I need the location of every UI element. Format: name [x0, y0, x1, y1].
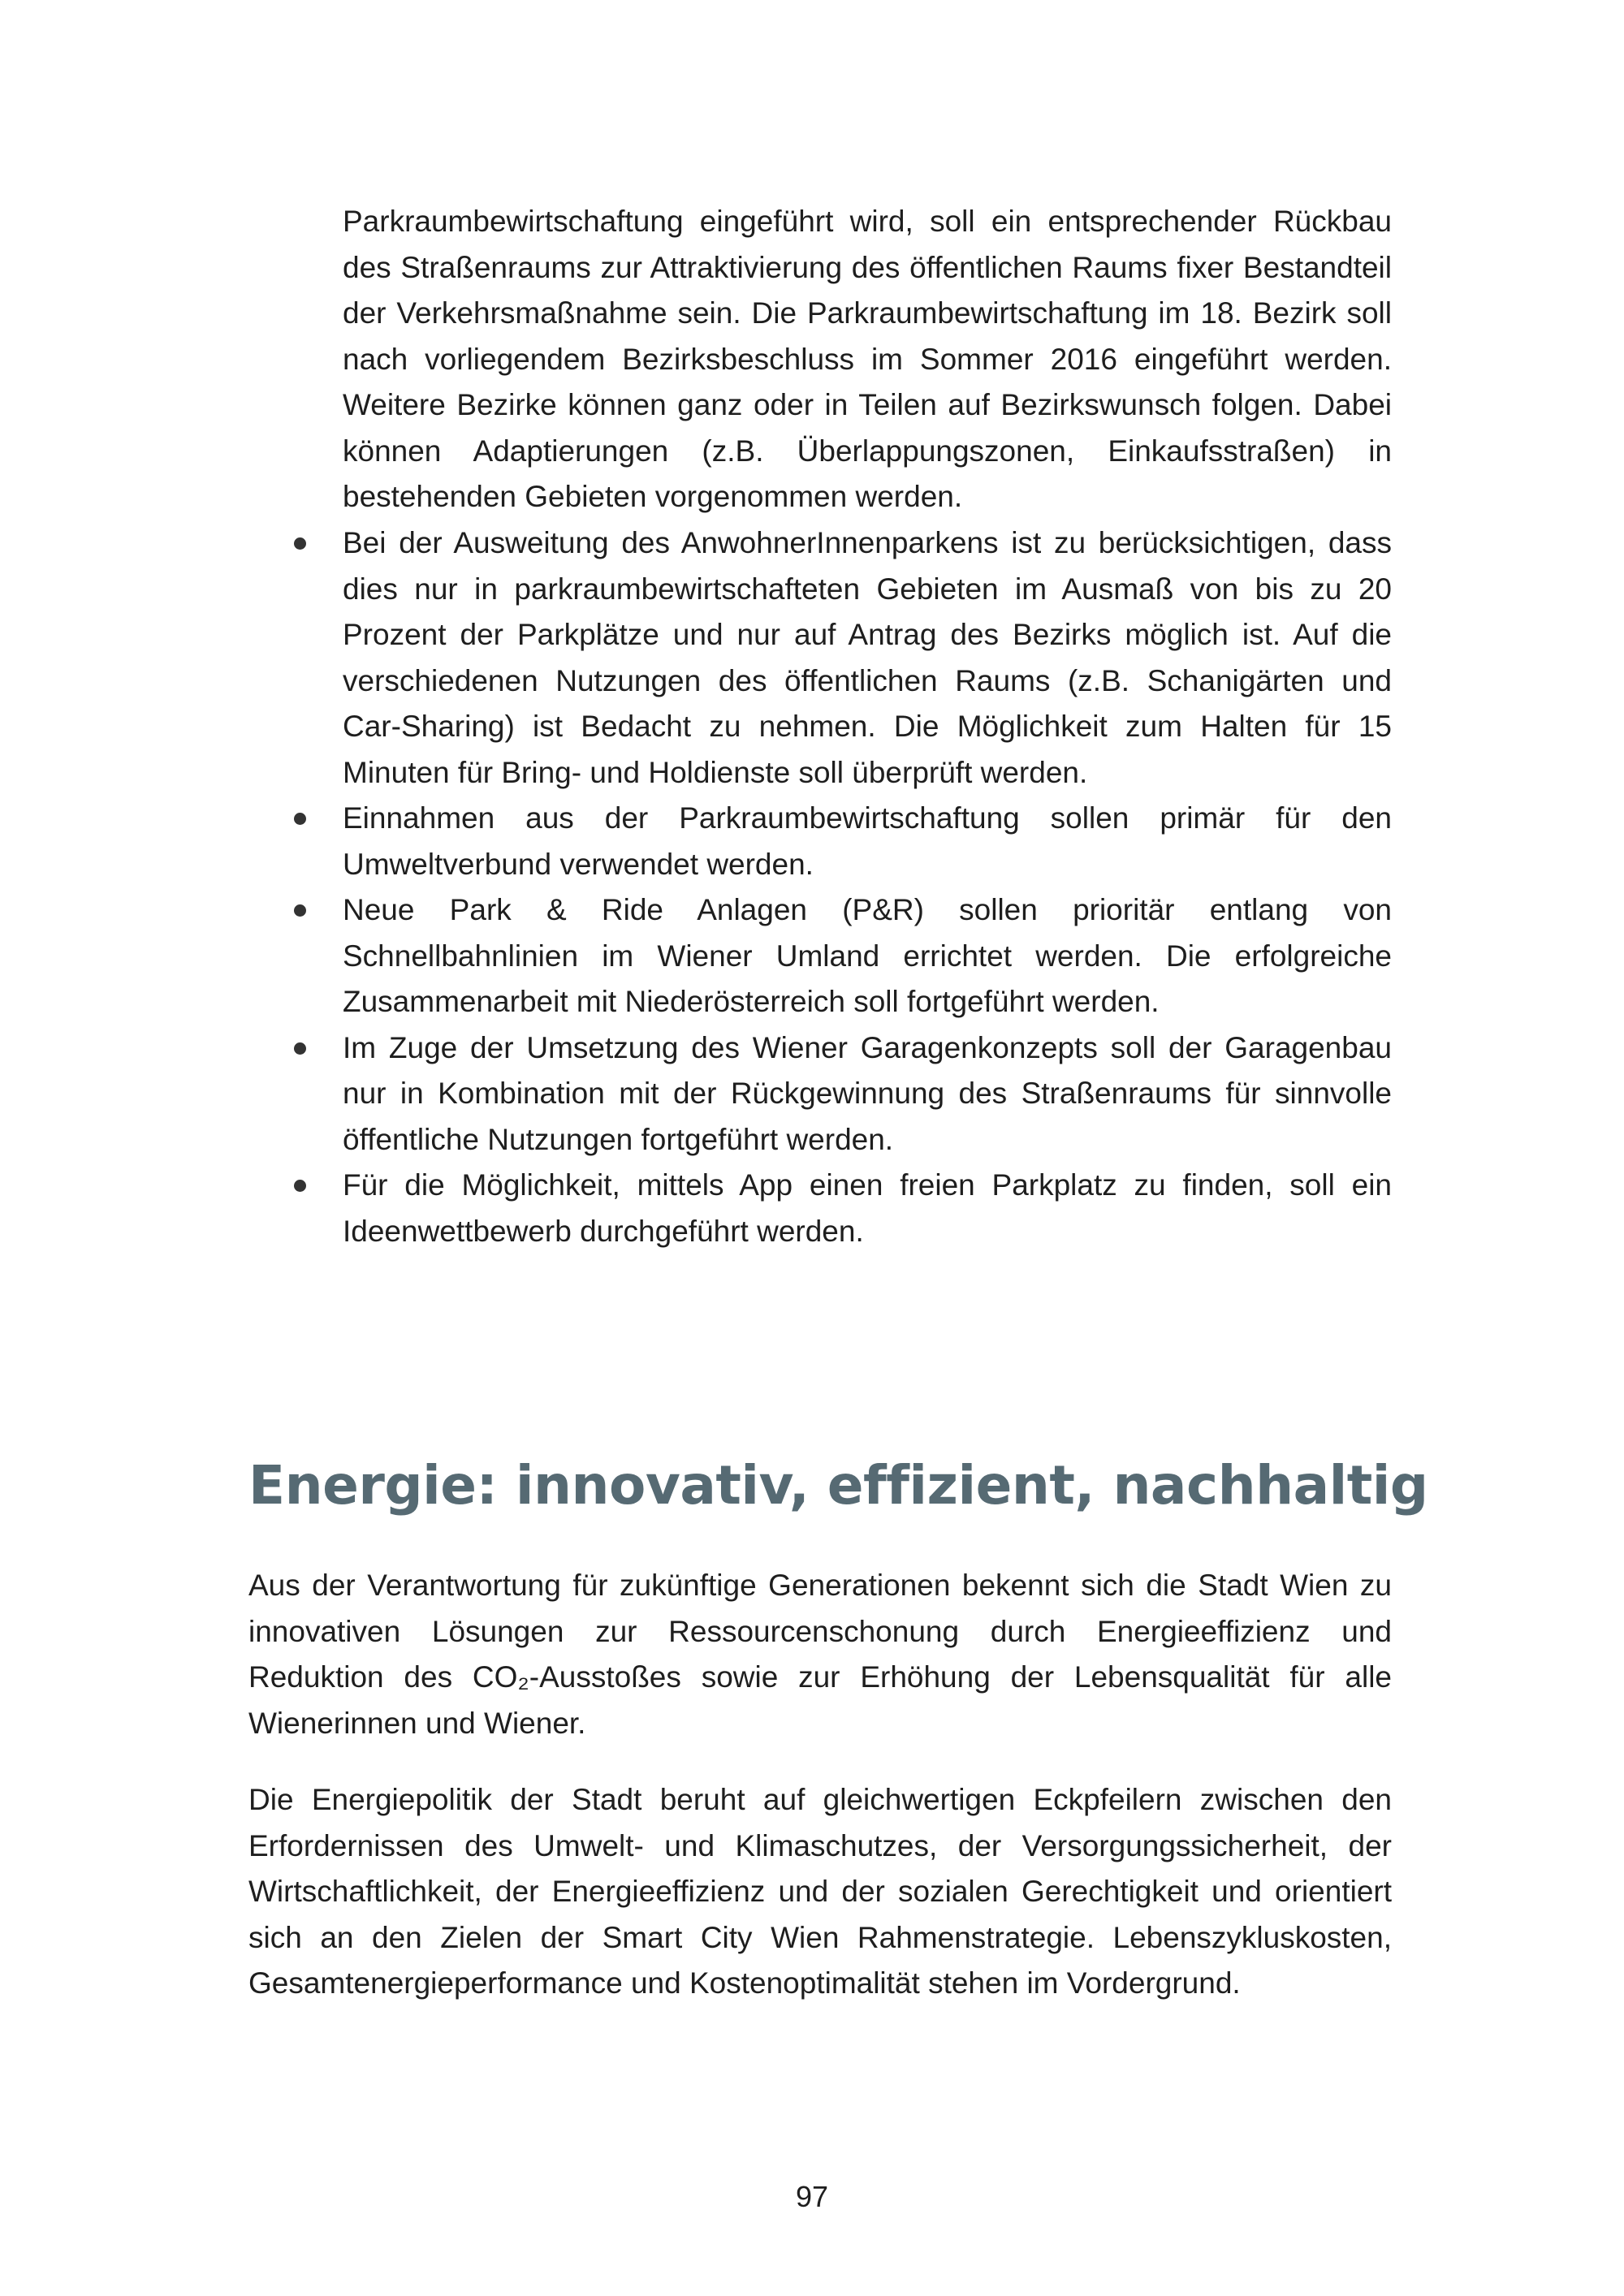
bullet-item-anwohnerparken — [0, 520, 1624, 796]
bullet-dot-icon — [294, 813, 306, 825]
bullet-dot-icon — [294, 537, 306, 550]
bullet-dot-icon — [294, 904, 306, 917]
bullet-item-parkplatz-app — [0, 1163, 1624, 1254]
bullet-item-garagenkonzept — [0, 1025, 1624, 1163]
bullet-item-park-and-ride — [0, 887, 1624, 1025]
bullet-text: Neue Park & Ride Anlagen (P&R) sollen prioritär entlang von Schnellbahnlinien im Wiener Umland errichtet werden. Die erfolgreiche Zusammenarbeit mit Niederösterreich soll fortgeführt werden. — [343, 893, 1392, 1018]
continuation-paragraph: Parkraumbewirtschaftung eingeführt wird, soll ein entsprechender Rückbau des Straßenraums zur Attraktivierung des öffentlichen Raums fixer Bestandteil der Verkehrsmaßnahme sein. Die Parkraumbewirtschaftung im 18. Bezirk soll nach vorliegendem Bezirksbeschluss im Sommer 2016 eingeführt werden. Weitere Bezirke können ganz oder in Teilen auf Bezirkswunsch folgen. Dabei können Adaptierungen (z.B. Überlappungszonen, Einkaufsstraßen) in bestehenden Gebieten vorgenommen werden. — [343, 205, 1392, 513]
bullet-text: Bei der Ausweitung des AnwohnerInnenparkens ist zu berücksichtigen, dass dies nur in parkraumbewirtschafteten Gebieten im Ausmaß von bis zu 20 Prozent der Parkplätze und nur auf Antrag des Bezirks möglich ist. Auf die verschiedenen Nutzungen des öffentlichen Raums (z.B. Schanigärten und Car-Sharing) ist Bedacht zu nehmen. Die Möglichkeit zum Halten für 15 Minuten für Bring- und Holdienste soll überprüft werden. — [343, 526, 1392, 789]
bullet-dot-icon — [294, 1180, 306, 1192]
bullet-item-einnahmen — [0, 796, 1624, 887]
bullet-list — [0, 520, 1624, 1254]
bullet-text: Im Zuge der Umsetzung des Wiener Garagenkonzepts soll der Garagenbau nur in Kombination mit der Rückgewinnung des Straßenraums für sinnvolle öffentliche Nutzungen fortgeführt werden. — [343, 1030, 1392, 1156]
bullet-text: Für die Möglichkeit, mittels App einen freien Parkplatz zu finden, soll ein Ideenwettbewerb durchgeführt werden. — [343, 1168, 1392, 1248]
page-number: 97 — [795, 2180, 829, 2213]
section-paragraph: Aus der Verantwortung für zukünftige Generationen bekennt sich die Stadt Wien zu innovativen Lösungen zur Ressourcenschonung durch Energieeffizienz und Reduktion des CO₂-Ausstoßes sowie zur Erhöhung der Lebensqualität für alle Wienerinnen und Wiener. — [248, 1569, 1392, 1740]
bullet-text: Einnahmen aus der Parkraumbewirtschaftung sollen primär für den Umweltverbund verwendet werden. — [343, 801, 1392, 881]
section-paragraph: Die Energiepolitik der Stadt beruht auf gleichwertigen Eckpfeilern zwischen den Erfordernissen des Umwelt- und Klimaschutzes, der Versorgungssicherheit, der Wirtschaftlichkeit, der Energieeffizienz und der sozialen Gerechtigkeit und orientiert sich an den Zielen der Smart City Wien Rahmenstrategie. Lebenszykluskosten, Gesamtenergieperformance und Kostenoptimalität stehen im Vordergrund. — [248, 1783, 1392, 2000]
bullet-dot-icon — [294, 1042, 306, 1055]
section-heading: Energie: innovativ, effizient, nachhaltig — [248, 1454, 1428, 1517]
